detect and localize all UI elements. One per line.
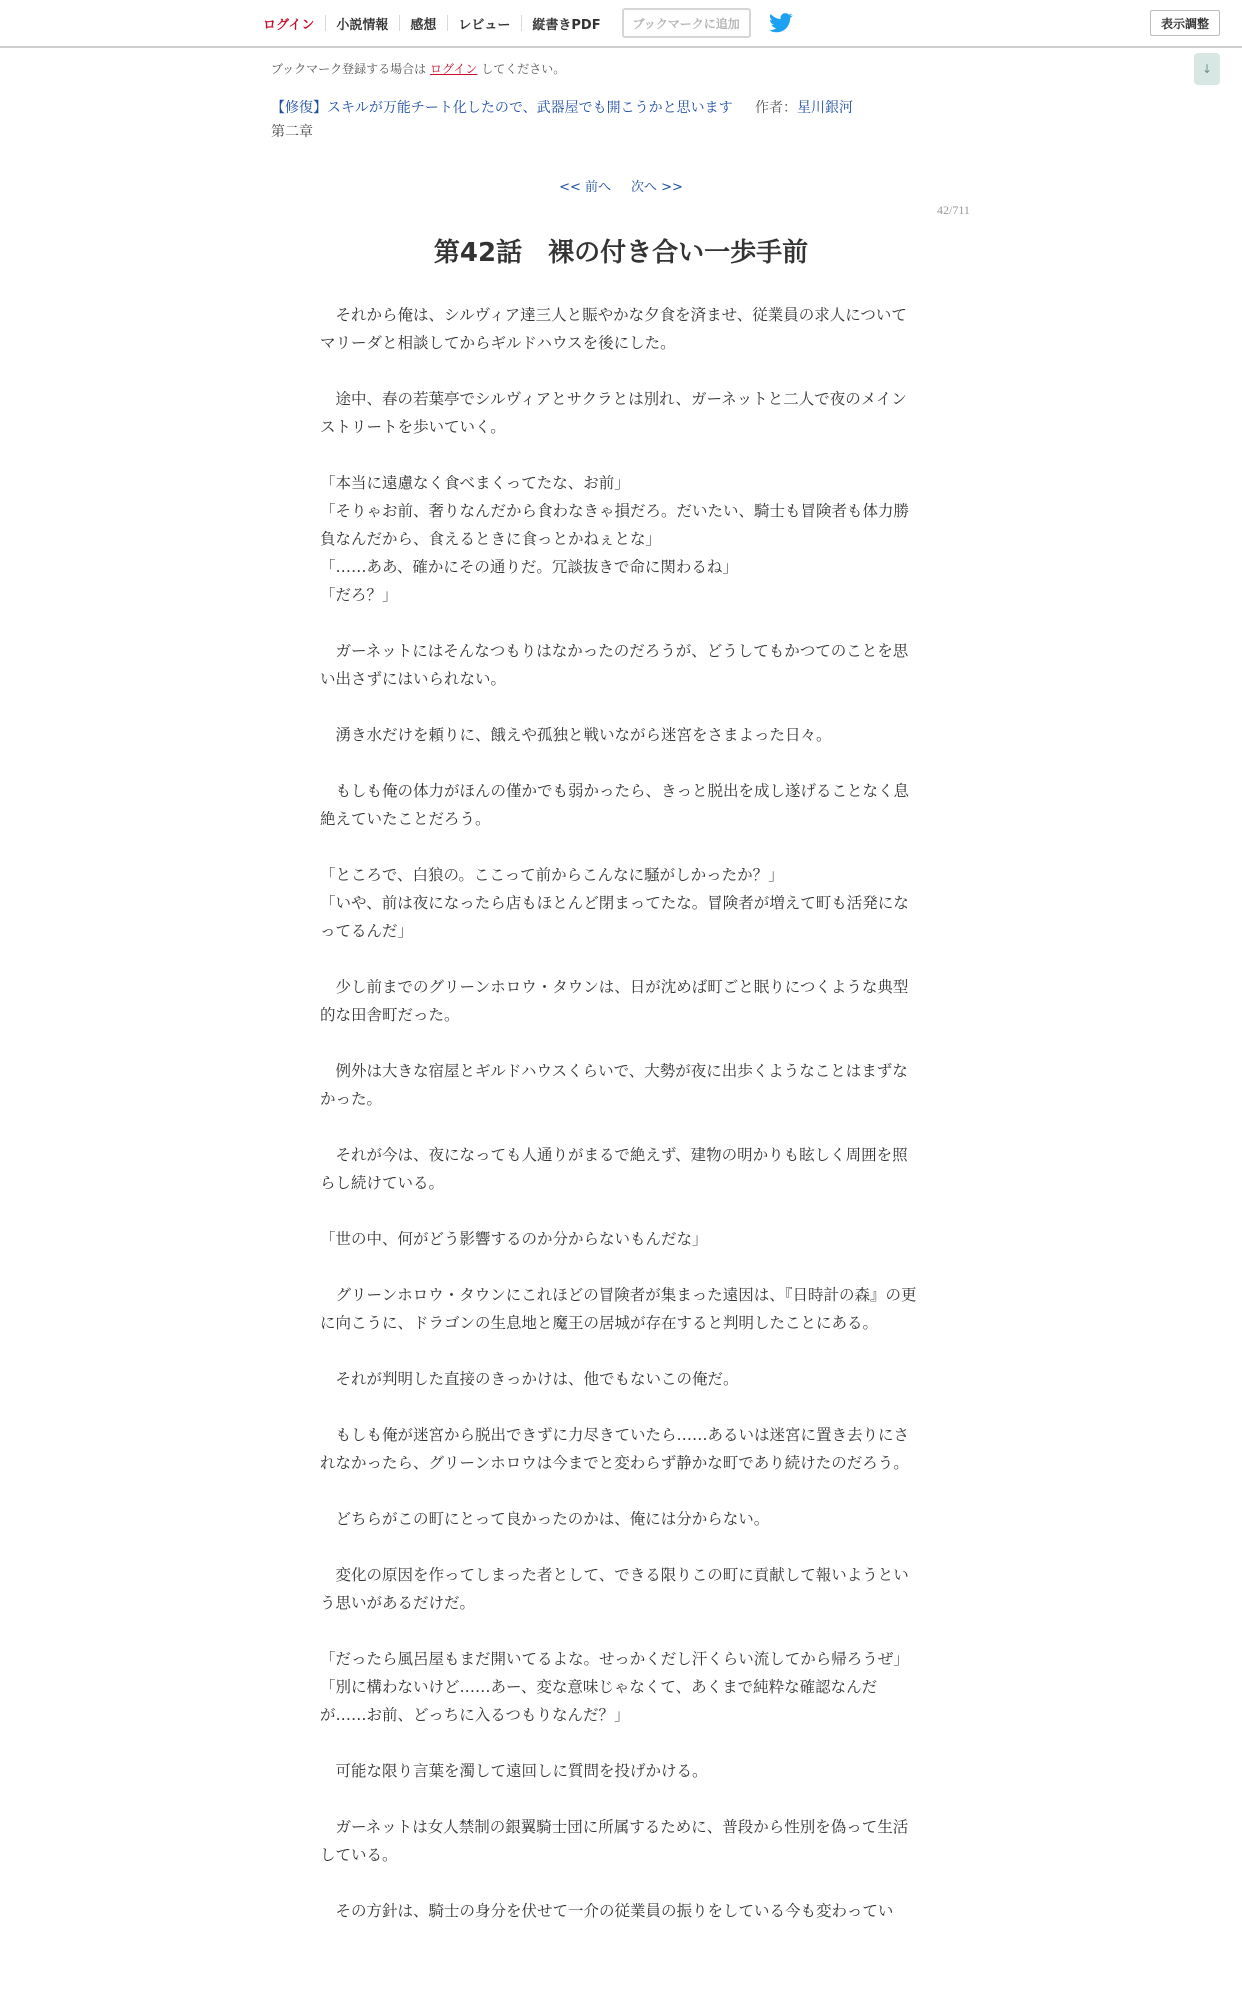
body-paragraph: 変化の原因を作ってしまった者として、できる限りこの町に貢献して報いようという思いがあるだけだ。 xyxy=(320,1566,909,1612)
nav-login-link[interactable]: ログイン xyxy=(263,17,315,33)
blank-line xyxy=(320,1869,918,1897)
nav-novel-info-link[interactable]: 小説情報 xyxy=(325,0,399,46)
body-paragraph: 「だったら風呂屋もまだ開いてるよな。せっかくだし汗くらい流してから帰ろうぜ」 xyxy=(320,1650,909,1668)
blank-line xyxy=(320,1253,918,1281)
body-paragraph: それから俺は、シルヴィア達三人と賑やかな夕食を済ませ、従業員の求人についてマリーダと相談してからギルドハウスを後にした。 xyxy=(320,306,907,352)
scroll-down-button[interactable] xyxy=(1194,53,1220,85)
blank-line xyxy=(320,693,918,721)
author-name-link[interactable]: 星川銀河 xyxy=(797,100,854,116)
blank-line xyxy=(320,1029,918,1057)
body-paragraph: グリーンホロウ・タウンにこれほどの冒険者が集まった遠因は、『日時計の森』の更に向こうに、ドラゴンの生息地と魔王の居城が存在すると判明したことにある。 xyxy=(320,1286,917,1332)
blank-line xyxy=(320,749,918,777)
blank-line xyxy=(320,1393,918,1421)
episode-pager xyxy=(0,176,1242,195)
notice-login-link[interactable]: ログイン xyxy=(430,62,478,76)
top-navigation-bar xyxy=(0,0,1242,48)
body-paragraph: もしも俺の体力がほんの僅かでも弱かったら、きっと脱出を成し遂げることなく息絶えていたことだろう。 xyxy=(320,782,910,828)
body-paragraph: 湧き水だけを頼りに、餓えや孤独と戦いながら迷宮をさまよった日々。 xyxy=(320,726,832,744)
blank-line xyxy=(320,1113,918,1141)
body-paragraph: 「そりゃお前、奢りなんだから食わなきゃ損だろ。だいたい、騎士も冒険者も体力勝負なんだから、食えるときに食っとかねぇとな」 xyxy=(320,502,910,548)
blank-line xyxy=(320,1533,918,1561)
twitter-share-button[interactable] xyxy=(769,12,795,34)
body-paragraph: 例外は大きな宿屋とギルドハウスくらいで、大勢が夜に出歩くようなことはまずなかった。 xyxy=(320,1062,908,1108)
body-paragraph: 「いや、前は夜になったら店もほとんど閉まってたな。冒険者が増えて町も活発になってるんだ」 xyxy=(320,894,909,940)
episode-title: 第42話 裸の付き合い一歩手前 xyxy=(433,238,809,268)
body-paragraph: 「……ああ、確かにその通りだ。冗談抜きで命に関わるね」 xyxy=(320,558,738,576)
nav-menu xyxy=(252,0,795,46)
add-bookmark-button[interactable]: ブックマークに追加 xyxy=(622,8,751,38)
body-paragraph: 「本当に遠慮なく食べまくってたな、お前」 xyxy=(320,474,630,492)
body-paragraph: 途中、春の若葉亭でシルヴィアとサクラとは別れ、ガーネットと二人で夜のメインストリートを歩いていく。 xyxy=(320,390,907,436)
blank-line xyxy=(320,609,918,637)
body-paragraph: 「だろ？」 xyxy=(320,586,398,604)
episode-count: 42/711 xyxy=(937,203,970,217)
blank-line xyxy=(320,1729,918,1757)
twitter-bird-icon xyxy=(769,13,793,33)
body-paragraph: それが判明した直接のきっかけは、他でもないこの俺だ。 xyxy=(320,1370,739,1388)
body-paragraph: それが今は、夜になっても人通りがまるで絶えず、建物の明かりも眩しく周囲を照らし続けている。 xyxy=(320,1146,908,1192)
blank-line xyxy=(320,833,918,861)
chapter-title: 第二章 xyxy=(271,124,313,140)
blank-line xyxy=(320,357,918,385)
body-paragraph: 少し前までのグリーンホロウ・タウンは、日が沈めば町ごと眠りにつくような典型的な田舎町だった。 xyxy=(320,978,909,1024)
blank-line xyxy=(320,1477,918,1505)
display-settings-button[interactable]: 表示調整 xyxy=(1150,10,1220,36)
nav-impressions-link[interactable]: 感想 xyxy=(399,0,447,46)
prev-episode-link[interactable]: << 前へ xyxy=(559,180,611,195)
blank-line xyxy=(320,1197,918,1225)
author-label: 作者： xyxy=(755,100,798,116)
blank-line xyxy=(320,441,918,469)
blank-line xyxy=(320,1337,918,1365)
body-paragraph: 「ところで、白狼の。ここって前からこんなに騒がしかったか？」 xyxy=(320,866,784,884)
notice-suffix: してください。 xyxy=(481,62,566,76)
series-title-link[interactable]: 【修復】スキルが万能チート化したので、武器屋でも開こうかと思います xyxy=(271,100,733,116)
body-paragraph: 可能な限り言葉を濁して遠回しに質問を投げかける。 xyxy=(320,1762,708,1780)
novel-body xyxy=(320,301,918,1925)
body-paragraph: その方針は、騎士の身分を伏せて一介の従業員の振りをしている今も変わってい xyxy=(320,1902,894,1920)
nav-vertical-pdf-link[interactable]: 縦書きPDF xyxy=(521,0,611,46)
blank-line xyxy=(320,1617,918,1645)
bookmark-login-notice xyxy=(271,60,565,77)
body-paragraph: もしも俺が迷宮から脱出できずに力尽きていたら……あるいは迷宮に置き去りにされなかったら、グリーンホロウは今までと変わらず静かな町であり続けたのだろう。 xyxy=(320,1426,910,1472)
body-paragraph: 「別に構わないけど……あー、変な意味じゃなくて、あくまで純粋な確認なんだが……お前、どっちに入るつもりなんだ？」 xyxy=(320,1678,878,1724)
body-paragraph: ガーネットにはそんなつもりはなかったのだろうが、どうしてもかつてのことを思い出さずにはいられない。 xyxy=(320,642,909,688)
body-paragraph: ガーネットは女人禁制の銀翼騎士団に所属するために、普段から性別を偽って生活している。 xyxy=(320,1818,909,1864)
nav-review-link[interactable]: レビュー xyxy=(447,0,521,46)
notice-prefix: ブックマーク登録する場合は xyxy=(271,62,427,76)
blank-line xyxy=(320,945,918,973)
next-episode-link[interactable]: 次へ >> xyxy=(631,180,683,195)
down-arrow-icon: ↓ xyxy=(1201,62,1213,76)
body-paragraph: 「世の中、何がどう影響するのか分からないもんだな」 xyxy=(320,1230,708,1248)
blank-line xyxy=(320,1785,918,1813)
series-info xyxy=(271,97,853,117)
body-paragraph: どちらがこの町にとって良かったのかは、俺には分からない。 xyxy=(320,1510,770,1528)
